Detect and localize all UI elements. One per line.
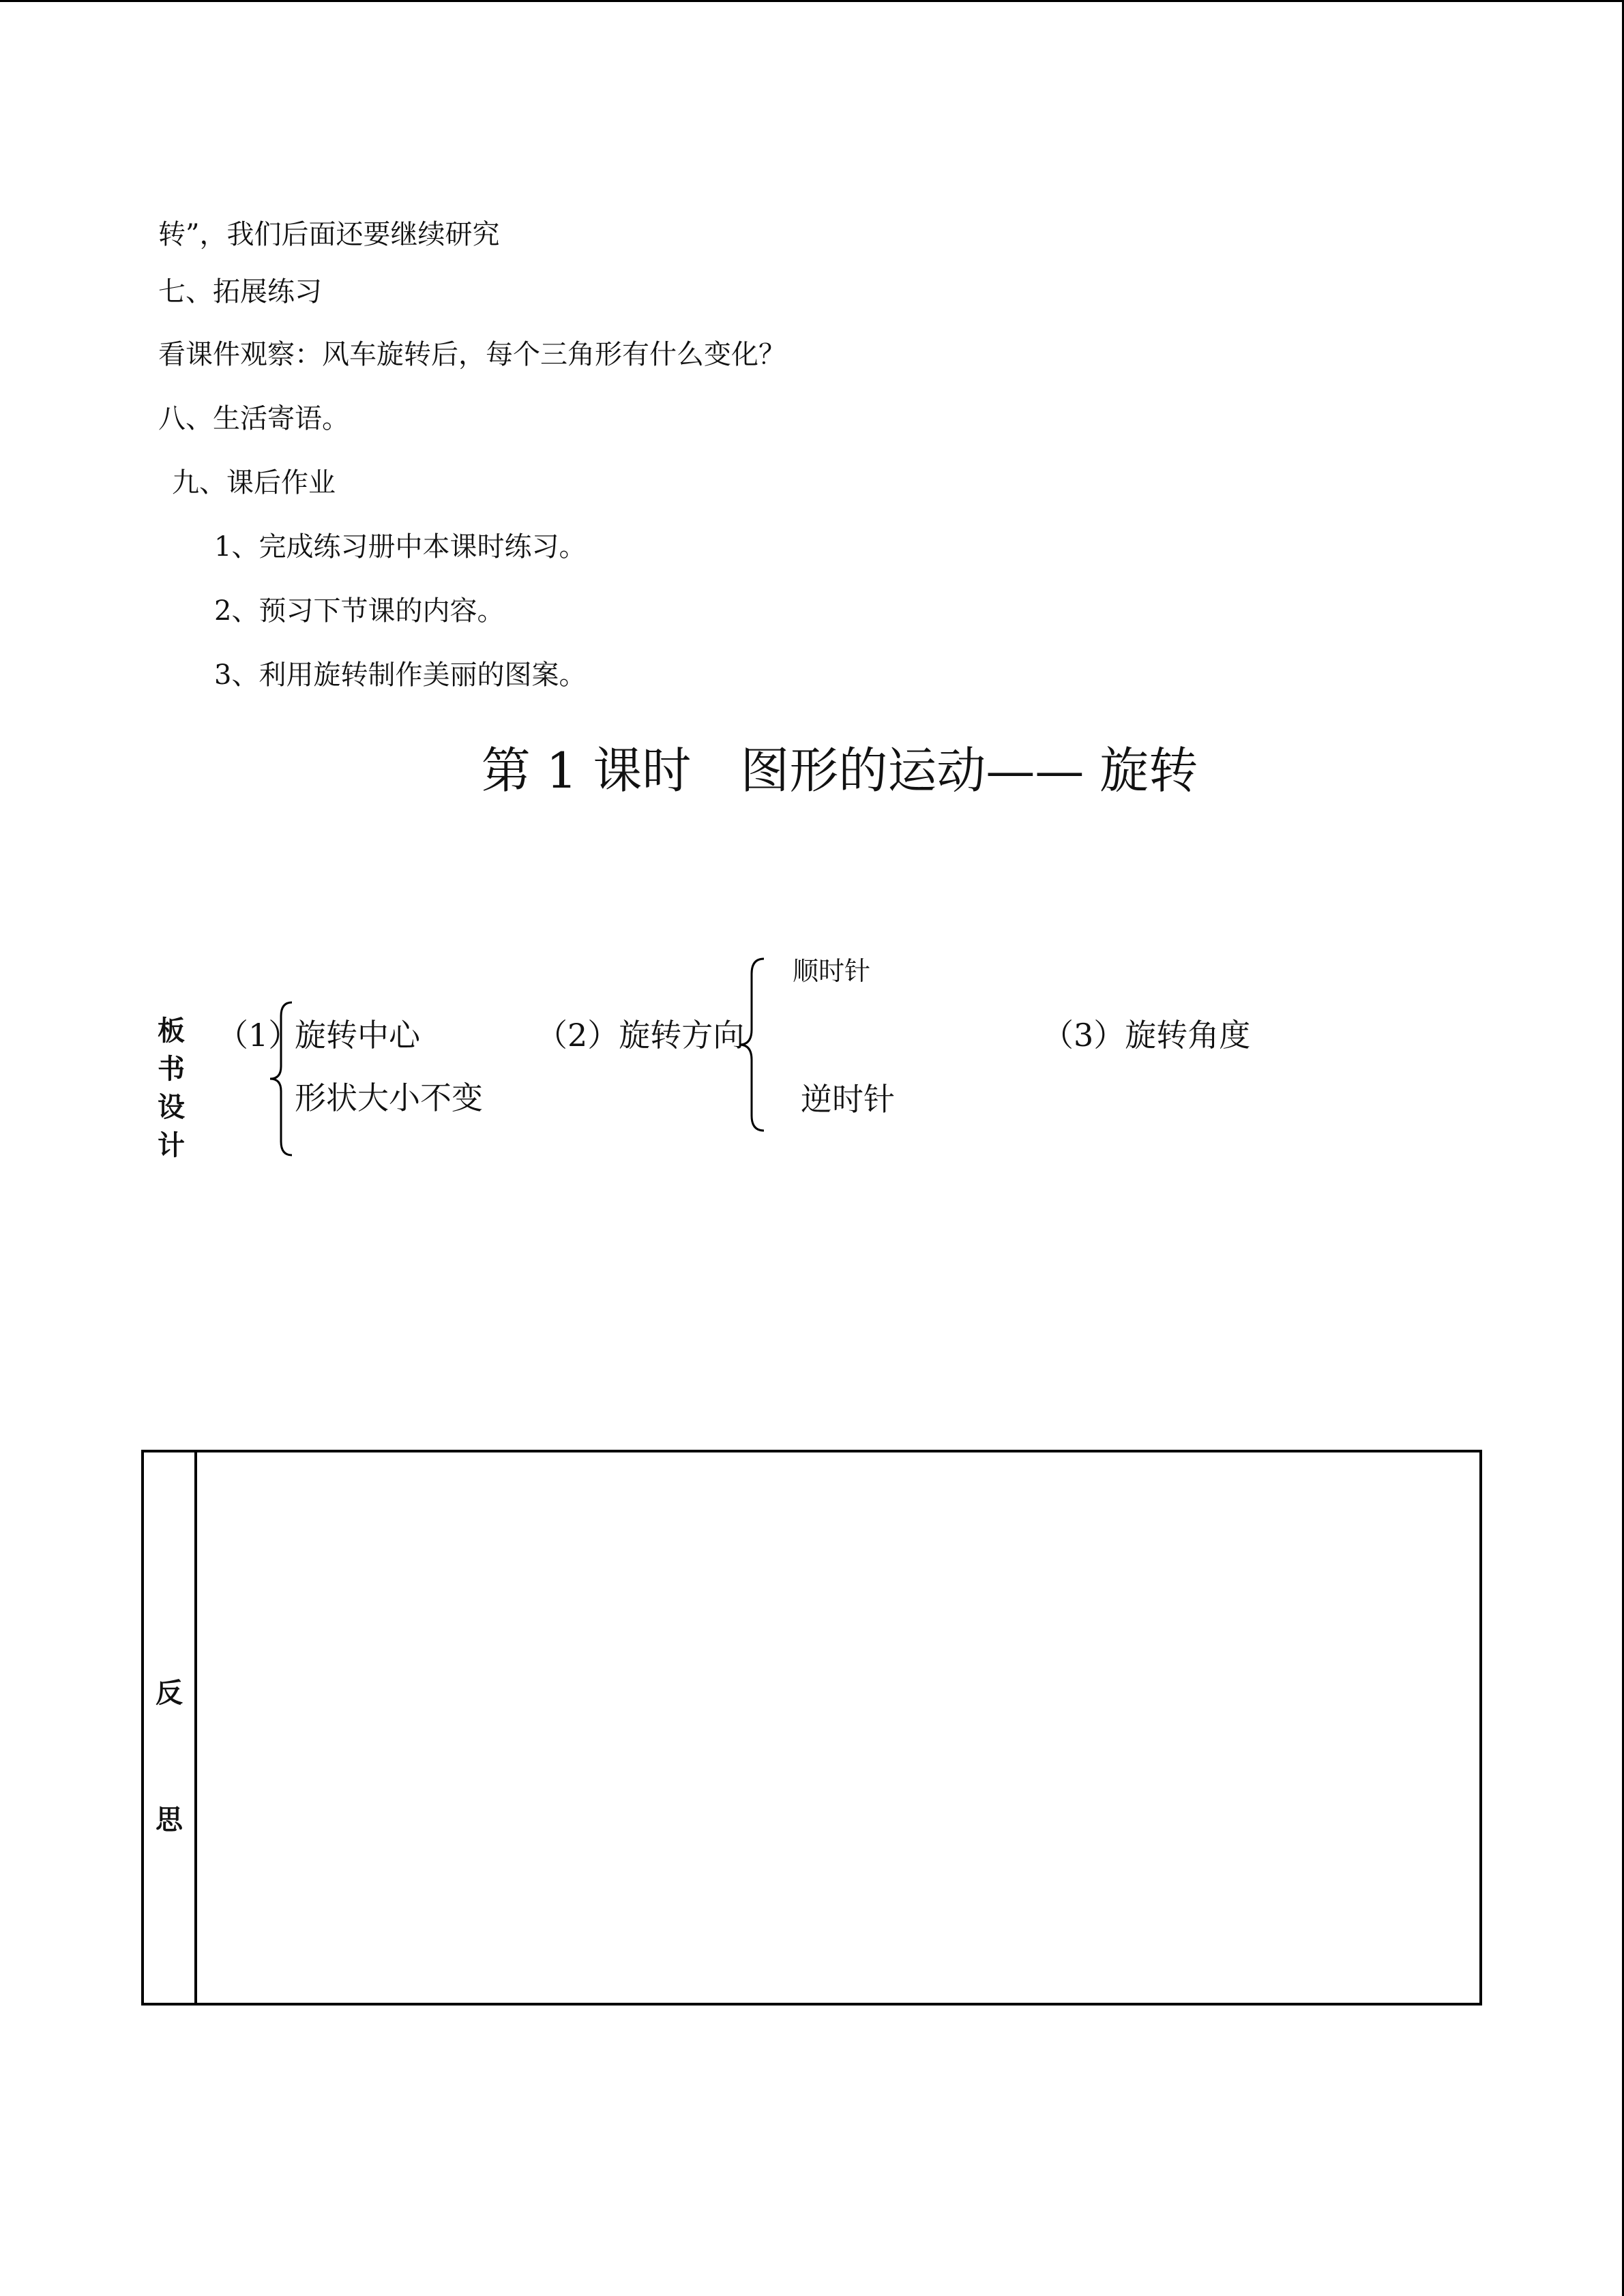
board-label-char: 板 <box>158 1015 185 1047</box>
reflection-label-column <box>144 1452 197 2003</box>
section-heading-life-message: 八、生活寄语。 <box>158 403 349 434</box>
section-heading-homework: 九、课后作业 <box>172 467 336 498</box>
board-direction-clockwise: 顺时针 <box>793 956 871 986</box>
board-item3-angle: （3）旋转角度 <box>1042 1017 1251 1054</box>
text-observation: 看课件观察：风车旋转后，每个三角形有什么变化？ <box>158 339 786 370</box>
board-label-char: 书 <box>158 1054 185 1085</box>
lesson-title: 第 1 课时 图形的运动—— 旋转 <box>481 742 1198 799</box>
text-continuation: 转”，我们后面还要继续研究 <box>158 219 500 250</box>
board-label-char: 计 <box>158 1130 185 1161</box>
board-item2-direction: （2）旋转方向 <box>536 1017 745 1054</box>
left-brace-icon <box>734 957 768 1132</box>
board-item1-shape: 形状大小不变 <box>295 1079 483 1116</box>
board-design-label <box>156 1012 187 1165</box>
page-border-top <box>0 0 1624 2</box>
board-direction-counterclockwise: 逆时针 <box>801 1081 895 1118</box>
section-heading-extension-practice: 七、拓展练习 <box>158 276 322 308</box>
reflection-table <box>141 1450 1482 2006</box>
board-item1-center: 旋转中心 <box>295 1017 420 1054</box>
left-brace-icon <box>265 1001 299 1157</box>
homework-item-1: 1、完成练习册中本课时练习。 <box>214 531 587 563</box>
board-label-char: 设 <box>158 1092 185 1123</box>
homework-item-2: 2、预习下节课的内容。 <box>214 595 505 627</box>
reflection-label-char: 反 <box>156 1678 183 1709</box>
homework-item-3: 3、利用旋转制作美丽的图案。 <box>214 659 587 691</box>
board-item1-prefix: （1） <box>217 1017 300 1054</box>
reflection-label-char: 思 <box>156 1804 183 1836</box>
